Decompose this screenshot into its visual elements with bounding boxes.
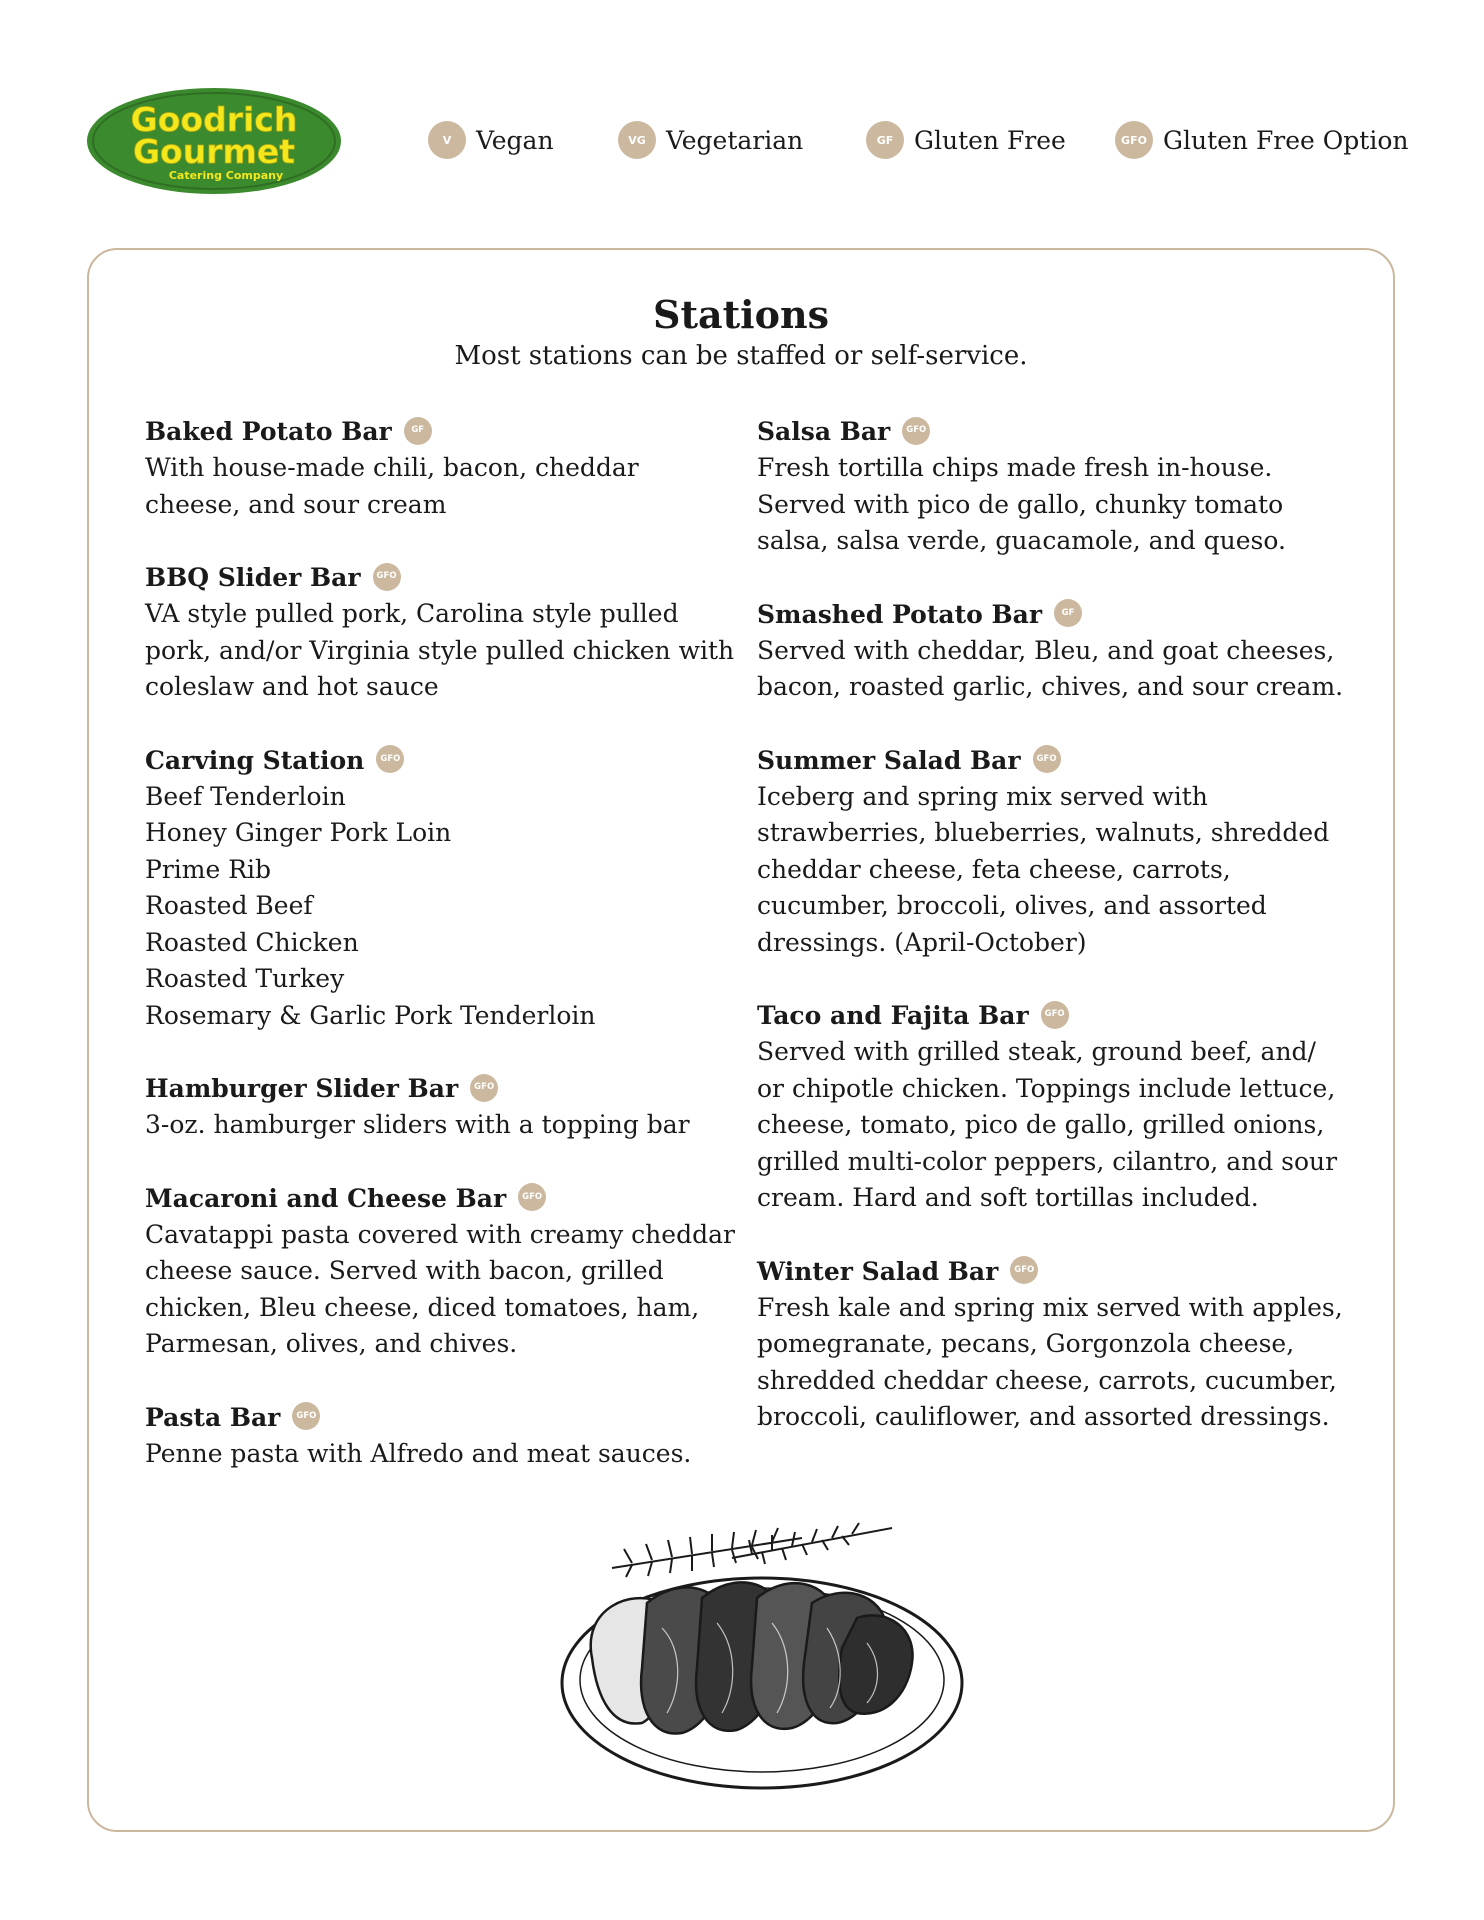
legend-label: Vegetarian (666, 125, 804, 155)
station-smashed-potato-bar (757, 596, 1347, 706)
station-name: Taco and Fajita Bar (757, 1001, 1029, 1030)
carving-item: Roasted Turkey (145, 964, 345, 993)
station-description: Fresh tortilla chips made fresh in-house. Served with pico de gallo, chunky tomato salsa, salsa verde, guacamole, and queso. (757, 453, 1286, 555)
station-bbq-slider-bar (145, 559, 735, 706)
carving-item: Rosemary & Garlic Pork Tenderloin (145, 1000, 596, 1030)
carving-item: Prime Rib (145, 854, 272, 884)
station-summer-salad-bar (757, 742, 1347, 962)
vegetarian-badge-icon: VG (618, 121, 656, 159)
station-description: Fresh kale and spring mix served with apples, pomegranate, pecans, Gorgonzola cheese, shredded cheddar cheese, carrots, cucumber, broccoli, cauliflower, and assorted dressings. (757, 1292, 1343, 1431)
gluten-free-option-badge-icon: GFO (902, 417, 930, 445)
gluten-free-option-badge-icon: GFO (1033, 745, 1061, 773)
vegan-badge-icon: V (428, 121, 466, 159)
gluten-free-option-badge-icon: GFO (373, 563, 401, 591)
station-name: BBQ Slider Bar (145, 563, 361, 592)
carving-item: Roasted Chicken (145, 927, 359, 957)
gluten-free-badge-icon: GF (1054, 599, 1082, 627)
legend-label: Gluten Free Option (1163, 125, 1409, 155)
station-name: Hamburger Slider Bar (145, 1074, 459, 1103)
gluten-free-option-badge-icon: GFO (1115, 121, 1153, 159)
station-name: Salsa Bar (757, 417, 891, 446)
station-name: Carving Station (145, 745, 365, 775)
station-macaroni-and-cheese-bar (145, 1180, 735, 1363)
station-name: Macaroni and Cheese Bar (145, 1183, 507, 1213)
station-carving-station (145, 742, 735, 1035)
station-baked-potato-bar (145, 413, 735, 523)
station-salsa-bar (757, 413, 1347, 560)
station-name: Baked Potato Bar (145, 417, 392, 446)
station-description: Served with cheddar, Bleu, and goat cheeses, bacon, roasted garlic, chives, and sour cream. (757, 635, 1344, 701)
station-description: With house-made chili, bacon, cheddar cheese, and sour cream (145, 453, 639, 519)
gluten-free-badge-icon: GF (866, 121, 904, 159)
station-winter-salad-bar (757, 1253, 1347, 1436)
carving-item: Beef Tenderloin (145, 781, 346, 811)
legend-gluten-free-option (1115, 118, 1408, 162)
roast-illustration (552, 1508, 972, 1798)
legend-vegetarian (618, 118, 803, 162)
station-pasta-bar (145, 1399, 735, 1473)
station-name: Pasta Bar (145, 1402, 281, 1432)
gluten-free-badge-icon: GF (404, 417, 432, 445)
left-column (145, 413, 735, 1508)
logo-line2: Gourmet (132, 132, 296, 171)
gluten-free-option-badge-icon: GFO (470, 1074, 498, 1102)
dietary-legend (0, 118, 1484, 162)
gluten-free-option-badge-icon: GFO (292, 1402, 320, 1430)
carving-item: Honey Ginger Pork Loin (145, 818, 452, 847)
page-title: Stations (653, 292, 829, 337)
legend-gluten-free (866, 118, 1066, 162)
logo-line3: Catering Company (168, 169, 284, 182)
gluten-free-option-badge-icon: GFO (518, 1183, 546, 1211)
station-description: Served with grilled steak, ground beef, and/ or chipotle chicken. Toppings include lettuce, cheese, tomato, pico de gallo, grilled onions, grilled multi-color peppers, cilantro, and sour cream. Hard and soft tortillas included. (757, 1037, 1338, 1212)
station-description: VA style pulled pork, Carolina style pulled pork, and/or Virginia style pulled chicken with coleslaw and hot sauce (145, 599, 735, 701)
gluten-free-option-badge-icon: GFO (1010, 1256, 1038, 1284)
station-taco-and-fajita-bar (757, 997, 1347, 1217)
legend-label: Vegan (476, 125, 554, 155)
station-description: Cavatappi pasta covered with creamy cheddar cheese sauce. Served with bacon, grilled chicken, Bleu cheese, diced tomatoes, ham, Parmesan, olives, and chives. (145, 1219, 735, 1358)
station-name: Summer Salad Bar (757, 745, 1021, 775)
gluten-free-option-badge-icon: GFO (1041, 1001, 1069, 1029)
legend-vegan (428, 118, 554, 162)
legend-label: Gluten Free (914, 125, 1066, 155)
station-hamburger-slider-bar (145, 1070, 735, 1144)
stations-card (87, 248, 1395, 1832)
page-subtitle: Most stations can be staffed or self-service. (454, 341, 1028, 371)
station-description: 3-oz. hamburger sliders with a topping bar (145, 1110, 690, 1139)
roast-platter-icon (552, 1508, 972, 1798)
station-description: Penne pasta with Alfredo and meat sauces. (145, 1438, 692, 1468)
right-column (757, 413, 1347, 1472)
logo-line1: Goodrich (130, 100, 298, 139)
carving-item: Roasted Beef (145, 891, 313, 920)
station-name: Smashed Potato Bar (757, 599, 1043, 629)
station-name: Winter Salad Bar (757, 1256, 999, 1286)
gluten-free-option-badge-icon: GFO (376, 745, 404, 773)
station-description: Iceberg and spring mix served with strawberries, blueberries, walnuts, shredded cheddar cheese, feta cheese, carrots, cucumber, broccoli, olives, and assorted dressings. (April-October) (757, 781, 1330, 957)
